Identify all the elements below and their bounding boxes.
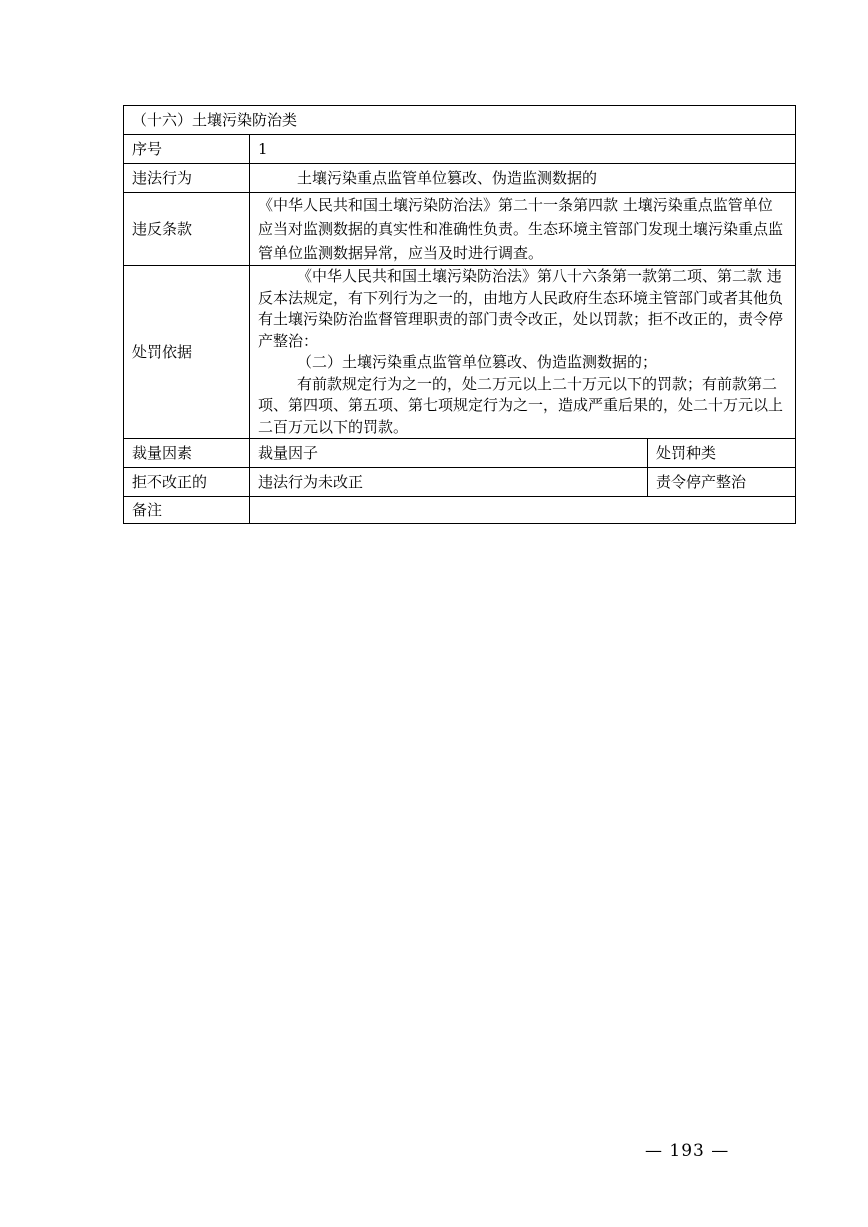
serial-label: 序号 <box>124 135 250 164</box>
violated-clause-label: 违反条款 <box>124 193 250 266</box>
penalty-basis-value <box>250 266 796 439</box>
violated-clause-value: 《中华人民共和国土壤污染防治法》第二十一条第四款 土壤污染重点监管单位应当对监测数据的真实性和准确性负责。生态环境主管部门发现土壤污染重点监管单位监测数据异常，应当及时进行调查。 <box>250 193 796 266</box>
violation-row <box>124 164 796 193</box>
refuse-correct-label: 拒不改正的 <box>124 468 250 497</box>
serial-value: 1 <box>250 135 796 164</box>
remarks-value <box>250 497 796 524</box>
penalty-basis-paragraph-2: （二）土壤污染重点监管单位篡改、伪造监测数据的； <box>297 353 658 371</box>
serial-row <box>124 135 796 164</box>
violated-clause-row <box>124 193 796 266</box>
penalty-basis-label: 处罚依据 <box>124 266 250 439</box>
discretion-header-row <box>124 439 796 468</box>
remarks-label: 备注 <box>124 497 250 524</box>
penalty-basis-row <box>124 266 796 439</box>
penalty-basis-paragraph-3: 有前款规定行为之一的，处二万元以上二十万元以下的罚款；有前款第二项、第四项、第五项、第七项规定行为之一，造成严重后果的，处二十万元以上二百万元以下的罚款。 <box>258 374 784 436</box>
penalty-standard-table <box>123 105 796 524</box>
violation-label: 违法行为 <box>124 164 250 193</box>
discretion-label: 裁量因素 <box>124 439 250 468</box>
page-number: — 193 — <box>645 1141 730 1161</box>
penalty-basis-paragraph-1: 《中华人民共和国土壤污染防治法》第八十六条第一款第二项、第二款 违反本法规定，有下列行为之一的，由地方人民政府生态环境主管部门或者其他负有土壤污染防治监督管理职责的部门责令改正，处以罚款；拒不改正的，责令停产整治： <box>258 267 784 350</box>
refuse-correct-type: 责令停产整治 <box>648 468 796 497</box>
section-title-row <box>124 106 796 135</box>
section-title: （十六）土壤污染防治类 <box>124 106 796 135</box>
refuse-correct-row <box>124 468 796 497</box>
remarks-row <box>124 497 796 524</box>
discretion-type-header: 处罚种类 <box>648 439 796 468</box>
discretion-factor-header: 裁量因子 <box>250 439 648 468</box>
refuse-correct-factor: 违法行为未改正 <box>250 468 648 497</box>
violation-value: 土壤污染重点监管单位篡改、伪造监测数据的 <box>250 164 796 193</box>
